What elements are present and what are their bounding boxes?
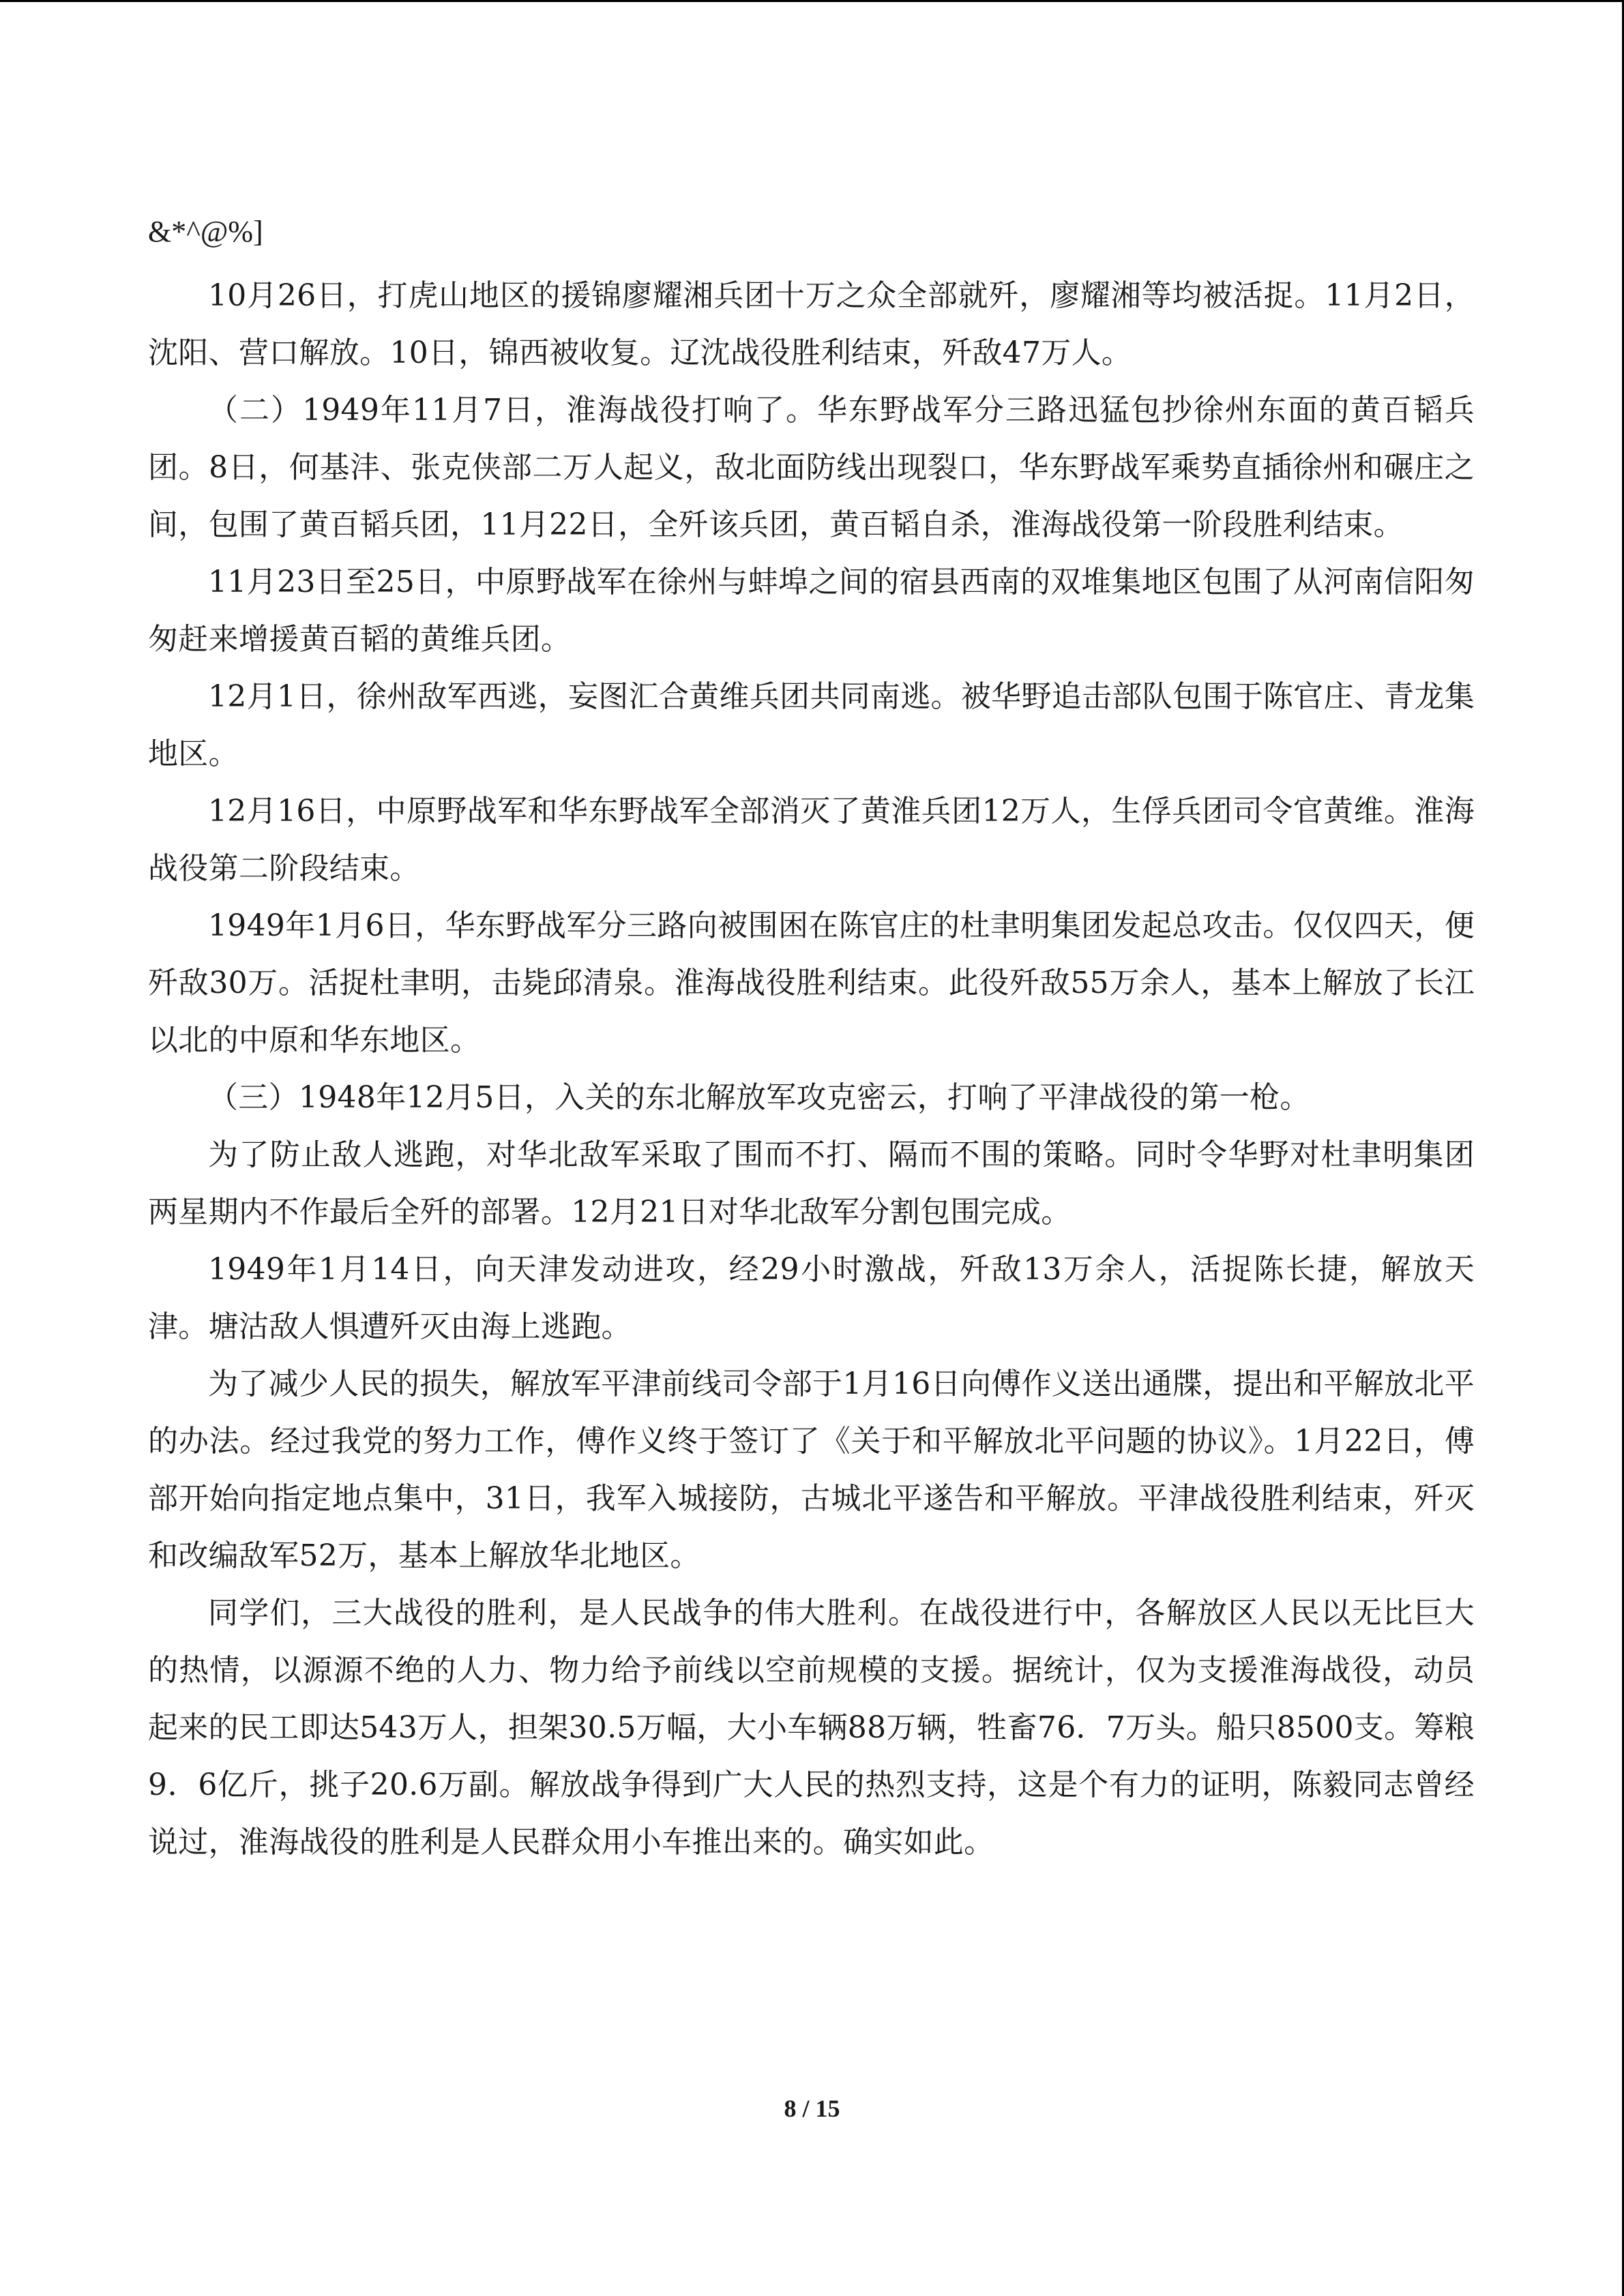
stray-marker-text: &*^@%] [148,215,263,248]
paragraph-pingjin-strategy: 为了防止敌人逃跑，对华北敌军采取了围而不打、隔而不围的策略。同时令华野对杜聿明集团两星期内不作最后全歼的部署。12月21日对华北敌军分割包围完成。 [148,1137,1475,1229]
paragraph-beiping-peace: 为了减少人民的损失，解放军平津前线司令部于1月16日向傅作义送出通牒，提出和平解放北平的办法。经过我党的努力工作，傅作义终于签订了《关于和平解放北平问题的协议》。1月22日，傅部开始向指定地点集中，31日，我军入城接防，古城北平遂告和平解放。平津战役胜利结束，歼灭和改编敌军52万，基本上解放华北地区。 [148,1367,1475,1573]
paragraph-pingjin-start: （三）1948年12月5日，入关的东北解放军攻克密云，打响了平津战役的第一枪。 [208,1080,1310,1115]
paragraph-huaihai-stage-two: 12月16日，中原野战军和华东野战军全部消灭了黄淮兵团12万人，生俘兵团司令官黄维。淮海战役第二阶段结束。 [148,794,1475,886]
document-body [148,211,1475,1871]
page-number: 8 / 15 [784,2095,840,2122]
paragraph-tianjin: 1949年1月14日，向天津发动进攻，经29小时激战，歼敌13万余人，活捉陈长捷，解放天津。塘沽敌人惧遭歼灭由海上逃跑。 [148,1252,1475,1344]
paragraph-xuzhou-retreat: 12月1日，徐州敌军西逃，妄图汇合黄维兵团共同南逃。被华野追击部队包围于陈官庄、青龙集地区。 [148,679,1475,771]
paragraph-huaihai-start: （二）1949年11月7日，淮海战役打响了。华东野战军分三路迅猛包抄徐州东面的黄百韬兵团。8日，何基沣、张克侠部二万人起义，敌北面防线出现裂口，华东野战军乘势直插徐州和碾庄之间，包围了黄百韬兵团，11月22日，全歼该兵团，黄百韬自杀，淮海战役第一阶段胜利结束。 [148,393,1475,542]
paragraph-huaihai-end: 1949年1月6日，华东野战军分三路向被围困在陈官庄的杜聿明集团发起总攻击。仅仅四天，便歼敌30万。活捉杜聿明，击毙邱清泉。淮海战役胜利结束。此役歼敌55万余人，基本上解放了长江以北的中原和华东地区。 [148,908,1475,1058]
paragraph-liaoshen-end: 10月26日，打虎山地区的援锦廖耀湘兵团十万之众全部就歼，廖耀湘等均被活捉。11月2日，沈阳、营口解放。10日，锦西被收复。辽沈战役胜利结束，歼敌47万人。 [148,278,1475,370]
paragraph-shuangduiji: 11月23日至25日，中原野战军在徐州与蚌埠之间的宿县西南的双堆集地区包围了从河南信阳匆匆赶来增援黄百韬的黄维兵团。 [148,565,1475,657]
paragraph-summary: 同学们，三大战役的胜利，是人民战争的伟大胜利。在战役进行中，各解放区人民以无比巨大的热情，以源源不绝的人力、物力给予前线以空前规模的支援。据统计，仅为支援淮海战役，动员起来的民工即达543万人，担架30.5万幅，大小车辆88万辆，牲畜76．7万头。船只8500支。筹粮9．6亿斤，挑子20.6万副。解放战争得到广大人民的热烈支持，这是个有力的证明，陈毅同志曾经说过，淮海战役的胜利是人民群众用小车推出来的。确实如此。 [148,1596,1475,1860]
top-border-rule [0,0,1624,2]
